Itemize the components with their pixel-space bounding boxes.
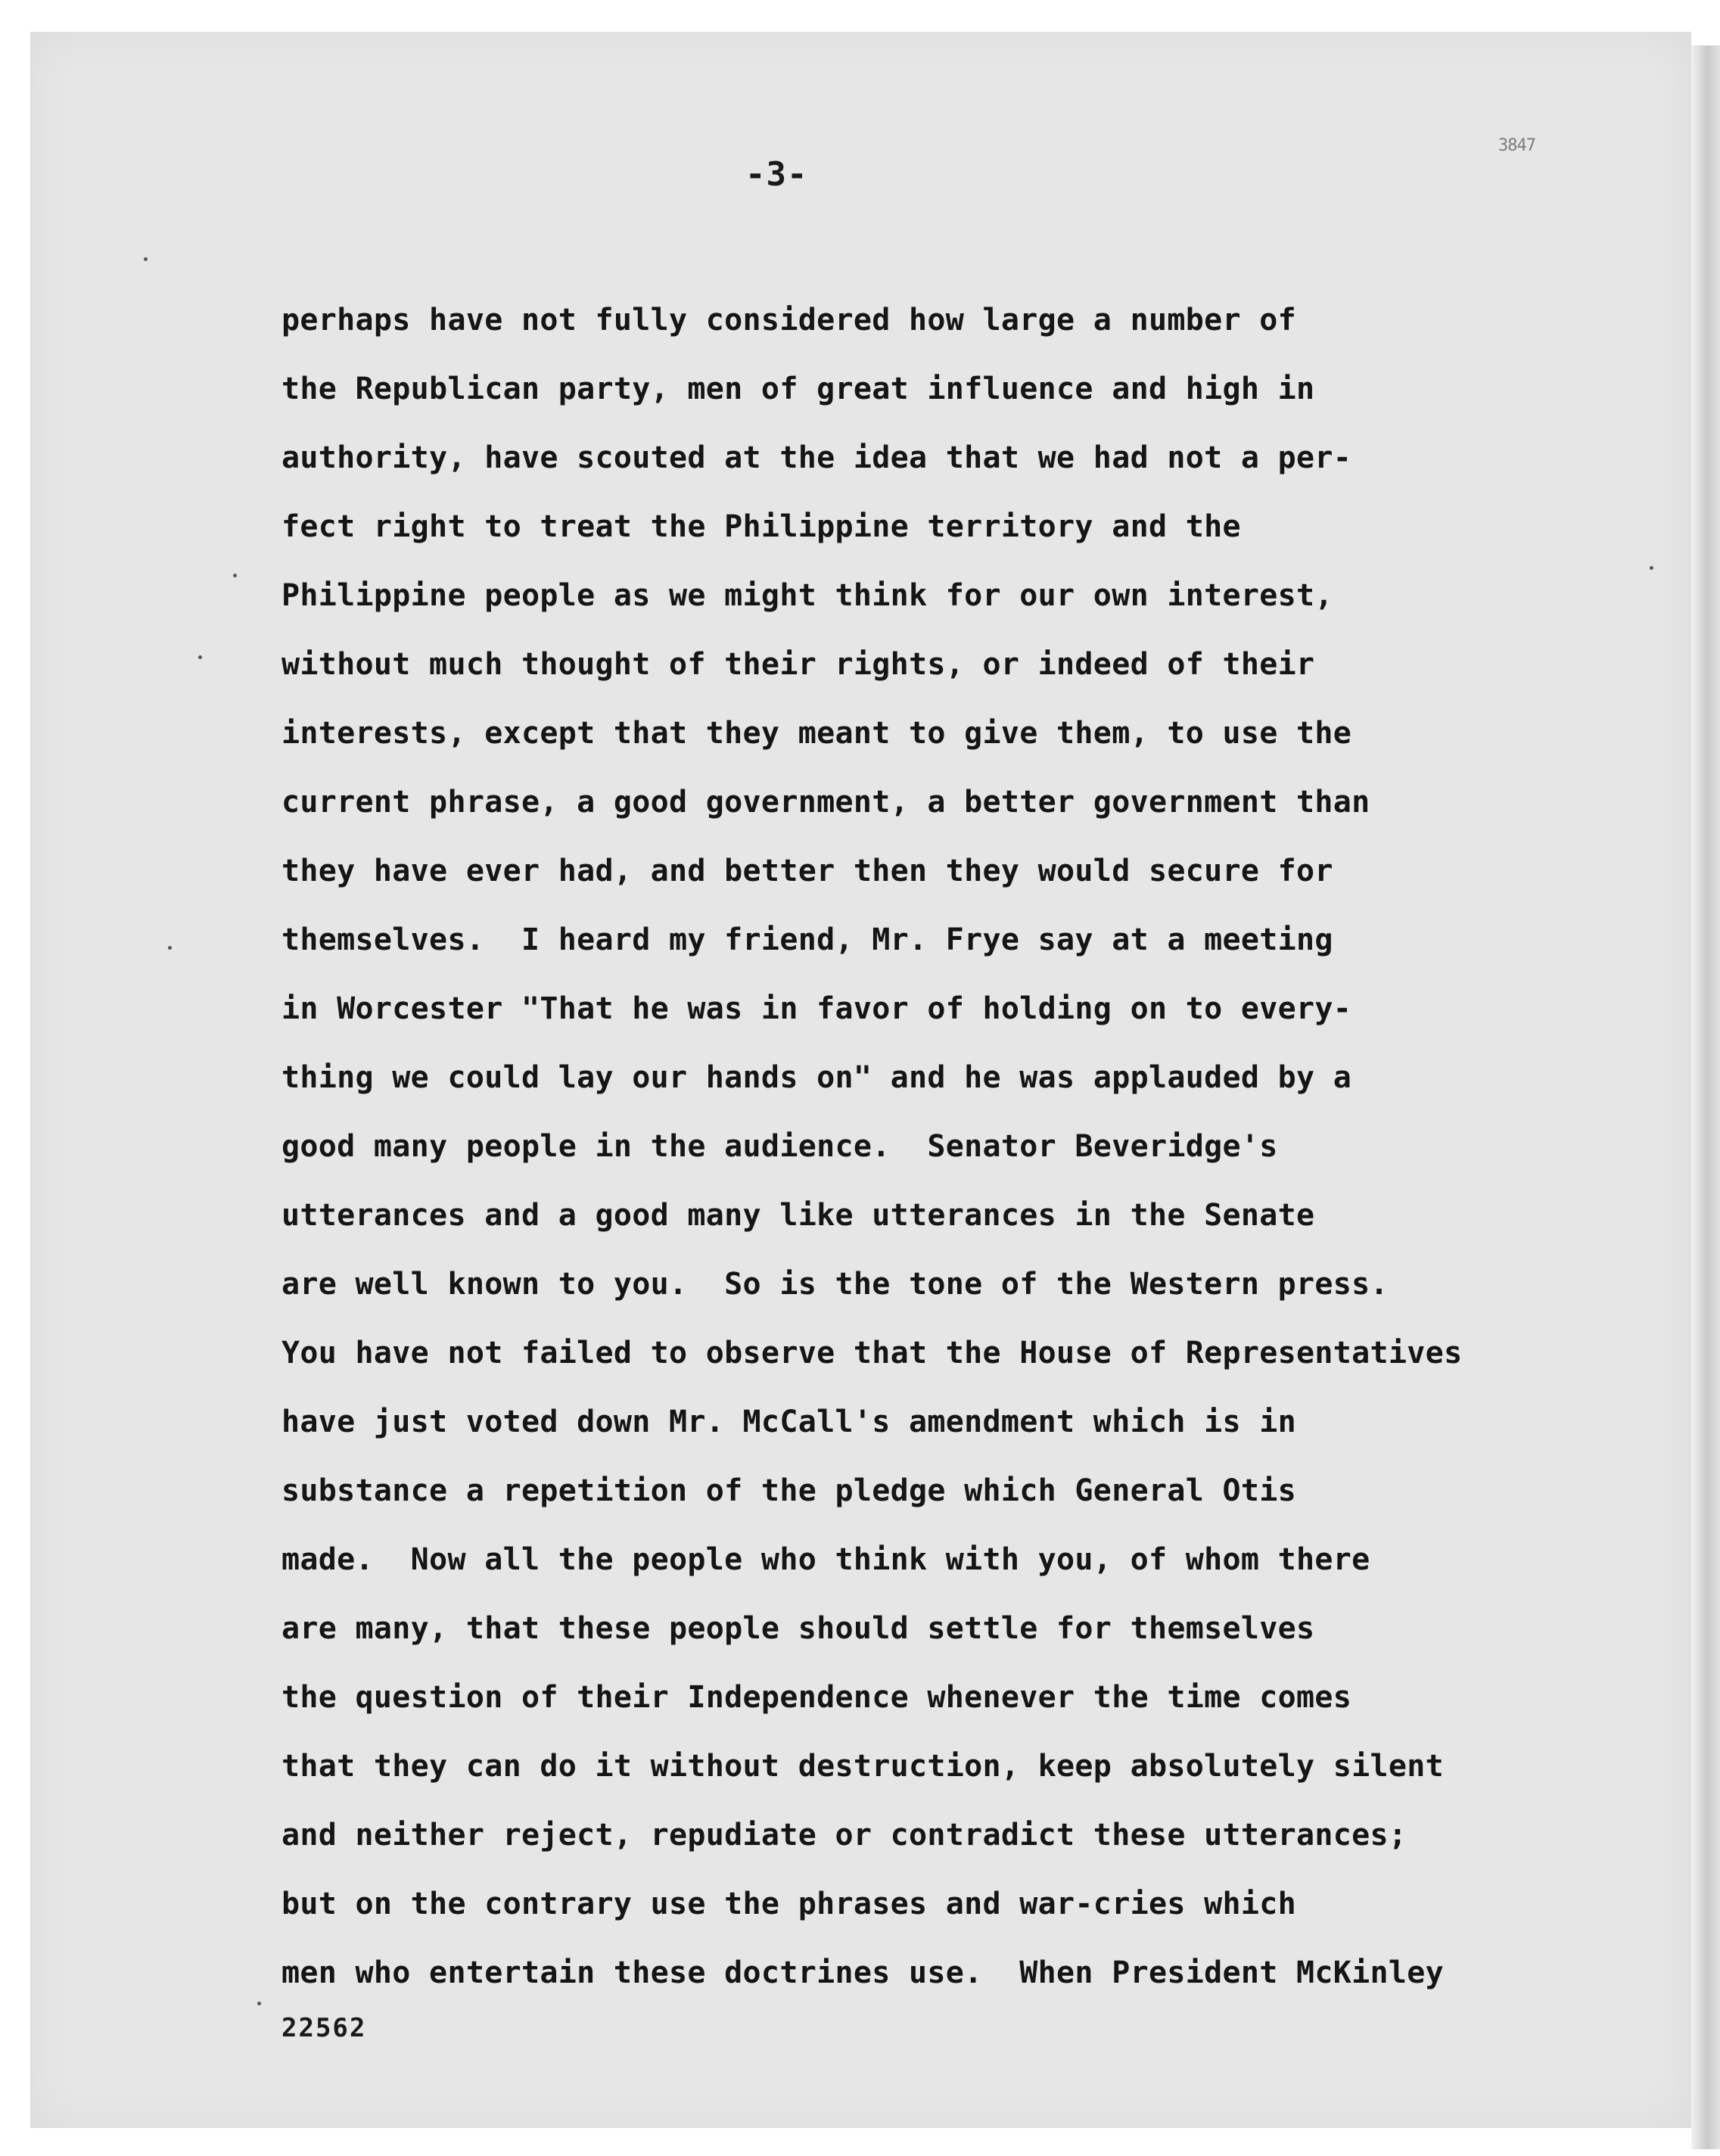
scan-speck [1650, 566, 1653, 570]
text-line: You have not failed to observe that the House of Representatives [281, 1336, 1463, 1370]
scan-speck [233, 574, 237, 577]
text-line: current phrase, a good government, a better government than [281, 785, 1370, 820]
page-number: -3- [745, 155, 808, 194]
text-line: the Republican party, men of great influence and high in [281, 372, 1315, 406]
corner-mark: 3847 [1498, 136, 1535, 155]
document-number: 22562 [281, 2013, 367, 2043]
text-line: have just voted down Mr. McCall's amendment which is in [281, 1405, 1297, 1439]
text-line: they have ever had, and better then they would secure for [281, 854, 1333, 888]
text-line: and neither reject, repudiate or contradict these utterances; [281, 1818, 1407, 1853]
text-line: are many, that these people should settle for themselves [281, 1611, 1315, 1646]
text-line: but on the contrary use the phrases and war-cries which [281, 1887, 1297, 1921]
scan-speck [198, 655, 202, 659]
scan-speck [168, 946, 172, 950]
text-line: themselves. I heard my friend, Mr. Frye say at a meeting [281, 922, 1333, 957]
next-page-edge [1691, 45, 1720, 2149]
text-line: the question of their Independence whenever the time comes [281, 1680, 1352, 1715]
text-line: interests, except that they meant to give them, to use the [281, 716, 1352, 751]
text-line: Philippine people as we might think for our own interest, [281, 578, 1333, 613]
text-line: utterances and a good many like utterances in the Senate [281, 1198, 1315, 1233]
text-line: authority, have scouted at the idea that we had not a per- [281, 440, 1352, 475]
text-line: in Worcester "That he was in favor of holding on to every- [281, 991, 1352, 1026]
text-line: fect right to treat the Philippine territory and the [281, 509, 1241, 544]
text-line: made. Now all the people who think with you, of whom there [281, 1542, 1370, 1577]
scan-speck [257, 2002, 261, 2005]
text-line: are well known to you. So is the tone of the Western press. [281, 1267, 1389, 1302]
text-line: good many people in the audience. Senator Beveridge's [281, 1129, 1278, 1164]
text-line: perhaps have not fully considered how large a number of [281, 303, 1297, 338]
letter-body [281, 286, 1644, 2008]
scan-speck [144, 257, 148, 261]
text-line: without much thought of their rights, or indeed of their [281, 647, 1315, 682]
text-line: men who entertain these doctrines use. When President McKinley [281, 1955, 1445, 1990]
text-line: thing we could lay our hands on" and he was applauded by a [281, 1060, 1352, 1095]
text-line: substance a repetition of the pledge which General Otis [281, 1473, 1297, 1508]
text-line: that they can do it without destruction, keep absolutely silent [281, 1749, 1445, 1784]
